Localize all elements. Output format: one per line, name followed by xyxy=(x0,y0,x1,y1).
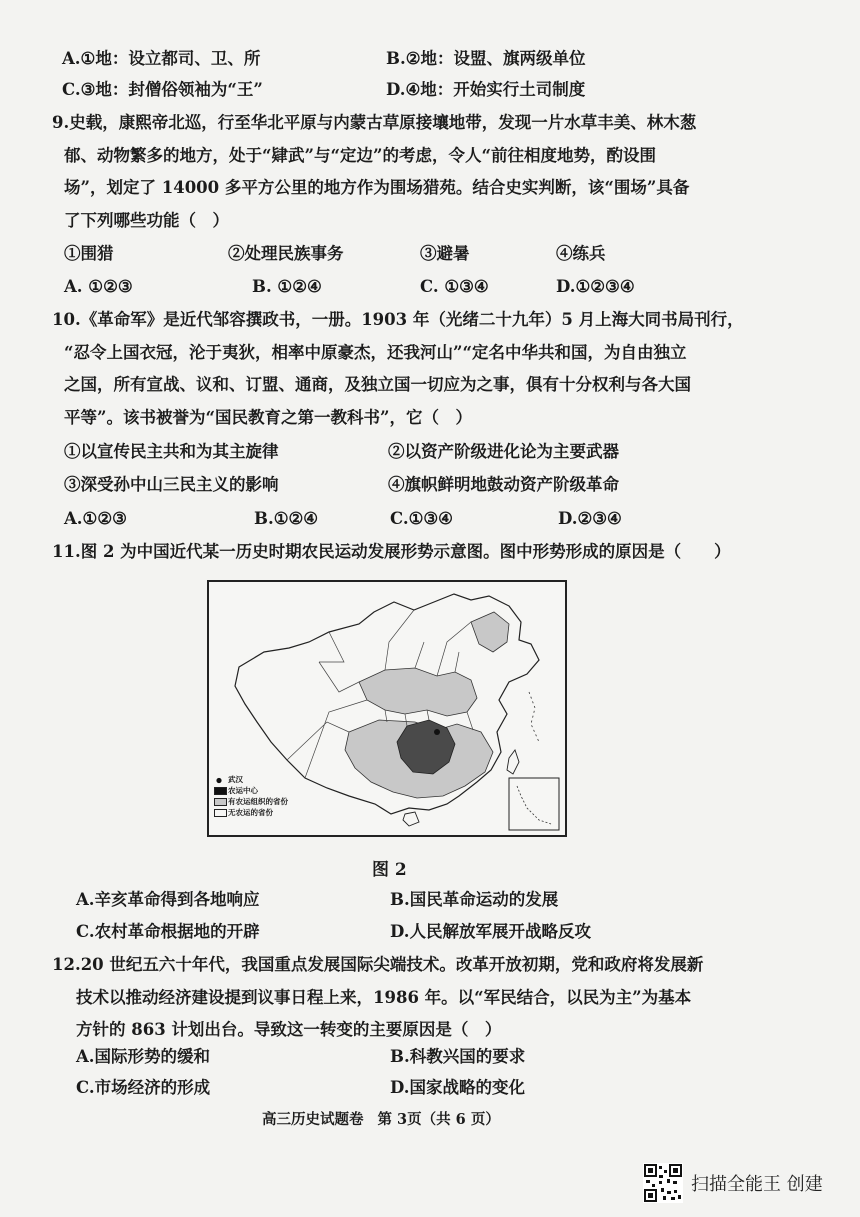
footer-exam-title: 高三历史试题卷 xyxy=(262,1111,364,1128)
figure-caption: 图 2 xyxy=(372,860,407,880)
footer-page-number: 第 3页（共 6 页） xyxy=(377,1111,500,1128)
q8-option-b: B.②地：设盟、旗两级单位 xyxy=(386,49,586,68)
map-legend xyxy=(212,774,332,818)
q9-item-1: ①围猎 xyxy=(64,244,114,263)
east-coast-dashes xyxy=(529,692,539,742)
wuhan-marker xyxy=(434,729,440,735)
q11-option-b: B.国民革命运动的发展 xyxy=(390,890,559,909)
q10-option-c: C.①③④ xyxy=(390,509,453,528)
figure-2-map xyxy=(207,580,567,837)
q12-stem-line-2: 技术以推动经济建设提到议事日程上来，1986 年。以“军民结合，以民为主”为基本 xyxy=(76,988,692,1007)
q9-item-2: ②处理民族事务 xyxy=(228,244,344,263)
q9-stem-line-4: 了下列哪些功能（ ） xyxy=(64,211,229,230)
q10-item-2: ②以资产阶级进化论为主要武器 xyxy=(388,442,619,461)
q12-option-b: B.科教兴国的要求 xyxy=(390,1047,526,1066)
q12-option-a: A.国际形势的缓和 xyxy=(76,1047,211,1066)
q10-stem-line-3: 之国，所有宣战、议和、订盟、通商，及独立国一切应为之事，俱有十分权利与各大国 xyxy=(64,375,691,394)
q9-stem-line-3: 场”，划定了 14000 多平方公里的地方作为围场猎苑。结合史实判断，该“围场”具备 xyxy=(64,178,690,197)
q12-stem-line-3: 方针的 863 计划出台。导致这一转变的主要原因是（ ） xyxy=(76,1020,502,1039)
legend-farmer-center: 农运中心 xyxy=(212,785,332,796)
q9-stem-line-1: 9.史载，康熙帝北巡，行至华北平原与内蒙古草原接壤地带，发现一片水草丰美、林木葱 xyxy=(52,113,697,132)
q9-option-c: C. ①③④ xyxy=(420,277,489,296)
south-china-sea-inset xyxy=(509,778,559,830)
scanner-brand-watermark: 扫描全能王 创建 xyxy=(691,1174,823,1195)
hainan-island xyxy=(403,812,419,826)
q11-option-d: D.人民解放军展开战略反攻 xyxy=(390,922,591,941)
q9-option-a: A. ①②③ xyxy=(64,277,133,296)
q8-option-d: D.④地：开始实行土司制度 xyxy=(386,80,586,99)
q9-stem-line-2: 郁、动物繁多的地方，处于“肄武”与“定边”的考虑，令人“前往相度地势，酌设围 xyxy=(64,146,656,165)
q10-option-b: B.①②④ xyxy=(254,509,319,528)
q8-option-c: C.③地：封僧俗领袖为“王” xyxy=(62,80,263,99)
page-footer xyxy=(262,1108,514,1129)
q12-stem-line-1: 12.20 世纪五六十年代，我国重点发展国际尖端技术。改革开放初期，党和政府将发展新 xyxy=(52,955,704,974)
q10-item-1: ①以宣传民主共和为其主旋律 xyxy=(64,442,279,461)
q10-stem-line-1: 10.《革命军》是近代邹容撰政书，一册。1903 年（光绪二十九年）5 月上海大同书局刊行， xyxy=(52,310,744,329)
q8-option-a: A.①地：设立都司、卫、所 xyxy=(62,49,261,68)
q11-option-c: C.农村革命根据地的开辟 xyxy=(76,922,260,941)
q10-stem-line-4: 平等”。该书被誉为“国民教育之第一教科书”，它（ ） xyxy=(64,408,472,427)
q9-item-4: ④练兵 xyxy=(556,244,606,263)
q9-item-3: ③避暑 xyxy=(420,244,470,263)
q12-option-d: D.国家战略的变化 xyxy=(390,1078,525,1097)
q10-option-a: A.①②③ xyxy=(64,509,127,528)
q12-option-c: C.市场经济的形成 xyxy=(76,1078,211,1097)
q9-option-d: D.①②③④ xyxy=(556,277,635,296)
legend-organized-province: 有农运组织的省份 xyxy=(212,796,332,807)
legend-no-movement-province: 无农运的省份 xyxy=(212,807,332,818)
q10-item-3: ③深受孙中山三民主义的影响 xyxy=(64,475,279,494)
q10-option-d: D.②③④ xyxy=(558,509,622,528)
q10-item-4: ④旗帜鲜明地鼓动资产阶级革命 xyxy=(388,475,619,494)
taiwan-island xyxy=(507,750,519,774)
q9-option-b: B. ①②④ xyxy=(252,277,322,296)
q11-option-a: A.辛亥革命得到各地响应 xyxy=(76,890,260,909)
q10-stem-line-2: “忍令上国衣冠，沦于夷狄，相率中原豪杰，还我河山”“定名中华共和国，为自由独立 xyxy=(64,343,687,362)
q11-stem: 11.图 2 为中国近代某一历史时期农民运动发展形势示意图。图中形势形成的原因是（ ） xyxy=(52,542,731,561)
legend-wuhan: 武汉 xyxy=(212,774,332,785)
qr-code-icon xyxy=(643,1163,683,1203)
